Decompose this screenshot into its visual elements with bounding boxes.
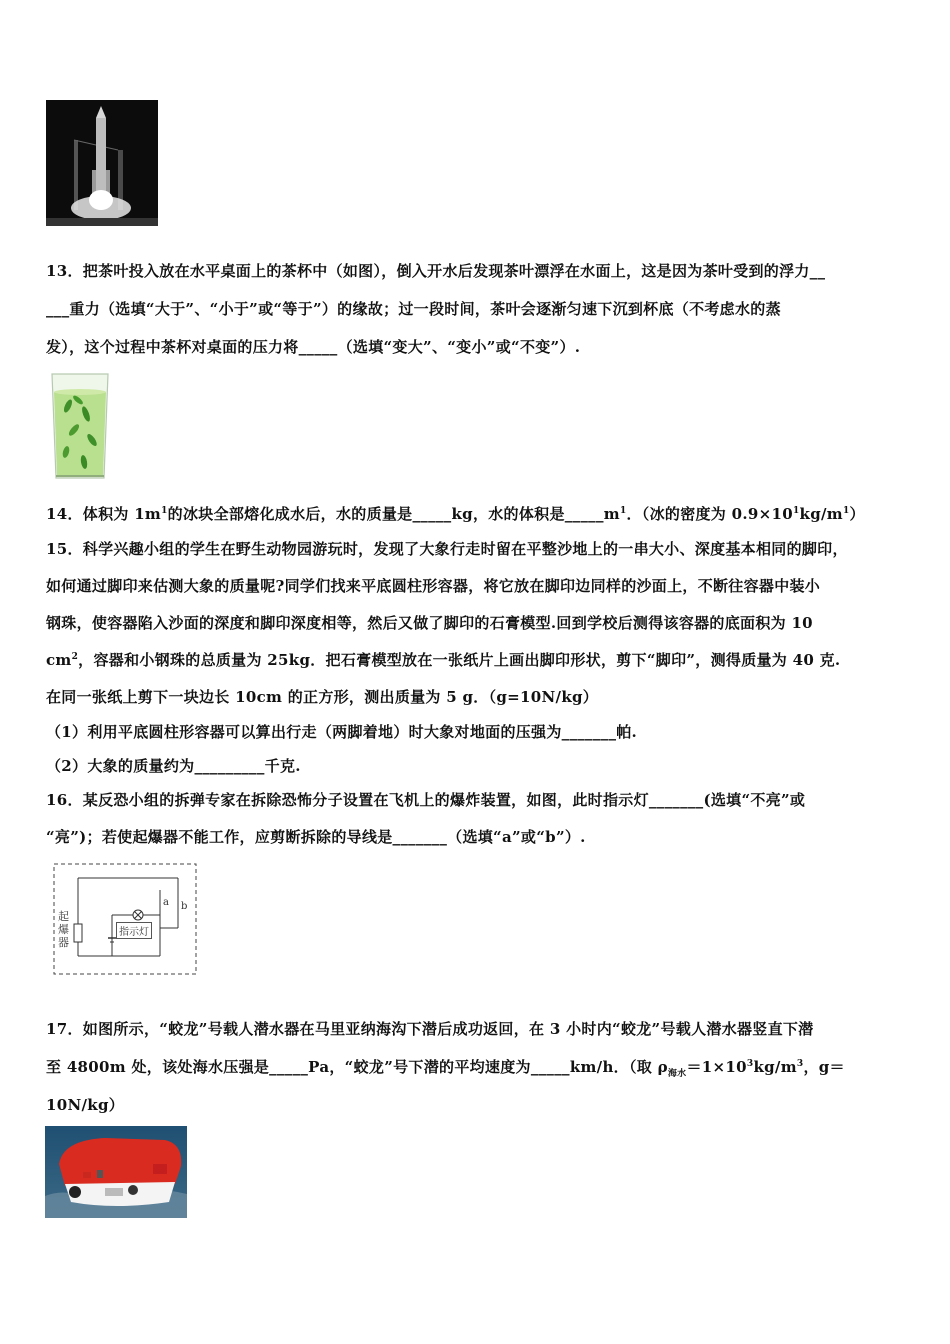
q13-line-3: 发），这个过程中茶杯对桌面的压力将_____（选填“变大”、“变小”或“不变”）. <box>46 338 581 356</box>
wire-a-label: a <box>163 897 169 908</box>
q13-line-1: 13．把茶叶投入放在水平桌面上的茶杯中（如图），倒入开水后发现茶叶漂浮在水面上，这是因为茶叶受到的浮力__ <box>46 262 826 280</box>
q15-subquestion-2: （2）大象的质量约为_________千克. <box>46 757 301 775</box>
wire-b-label: b <box>181 901 188 912</box>
submersible-image <box>45 1126 187 1218</box>
indicator-lamp-label: 指示灯 <box>116 922 152 939</box>
q17-line-1: 17．如图所示，“蛟龙”号载人潜水器在马里亚纳海沟下潜后成功返回，在 3 小时内“蛟龙”号载人潜水器竖直下潜 <box>46 1020 814 1038</box>
q15-line-3: 钢珠，使容器陷入沙面的深度和脚印深度相等，然后又做了脚印的石膏模型.回到学校后测得该容器的底面积为 10 <box>46 614 813 632</box>
circuit-diagram <box>50 860 200 978</box>
detonator-label: 起爆器 <box>58 910 69 949</box>
q13-line-2: ___重力（选填“大于”、“小于”或“等于”）的缘故；过一段时间，茶叶会逐渐匀速下沉到杯底（不考虑水的蒸 <box>46 300 781 318</box>
q17-line-2: 至 4800m 处，该处海水压强是_____Pa，“蛟龙”号下潜的平均速度为_____km/h．（取 $\rho_{海水}=1\times 10^3kg/m^3$，g＝ <box>46 1058 845 1079</box>
rocket-launch-image <box>46 100 158 226</box>
q17-line-3: 10N/kg） <box>46 1096 125 1114</box>
q15-line-1: 15．科学兴趣小组的学生在野生动物园游玩时，发现了大象行走时留在平整沙地上的一串大小、深度基本相同的脚印， <box>46 540 848 558</box>
q15-line-2: 如何通过脚印来估测大象的质量呢?同学们找来平底圆柱形容器，将它放在脚印边同样的沙面上，不断往容器中装小 <box>46 577 821 595</box>
q15-subquestion-1: （1）利用平底圆柱形容器可以算出行走（两脚着地）时大象对地面的压强为_______帕. <box>46 723 638 741</box>
q15-line-4: $cm^2$，容器和小钢珠的总质量为 25kg．把石膏模型放在一张纸片上画出脚印形状，剪下“脚印”，测得质量为 40 克. <box>46 651 841 669</box>
q15-line-5: 在同一张纸上剪下一块边长 10cm 的正方形，测出质量为 5 g．（g=10N/kg） <box>46 688 599 706</box>
tea-cup-image <box>48 370 112 482</box>
q16-line-1: 16．某反恐小组的拆弹专家在拆除恐怖分子设置在飞机上的爆炸装置，如图，此时指示灯_______(选填“不亮”或 <box>46 791 806 809</box>
q14-line: 14．体积为 $1m^1$的冰块全部熔化成水后，水的质量是_____kg，水的体积是$\_\_\_\_\_m^1$．（冰的密度为 $0.9\times 10^1kg/m^1$） <box>46 505 865 523</box>
q16-line-2: “亮”)；若使起爆器不能工作，应剪断拆除的导线是_______（选填“a”或“b”）. <box>46 828 586 846</box>
